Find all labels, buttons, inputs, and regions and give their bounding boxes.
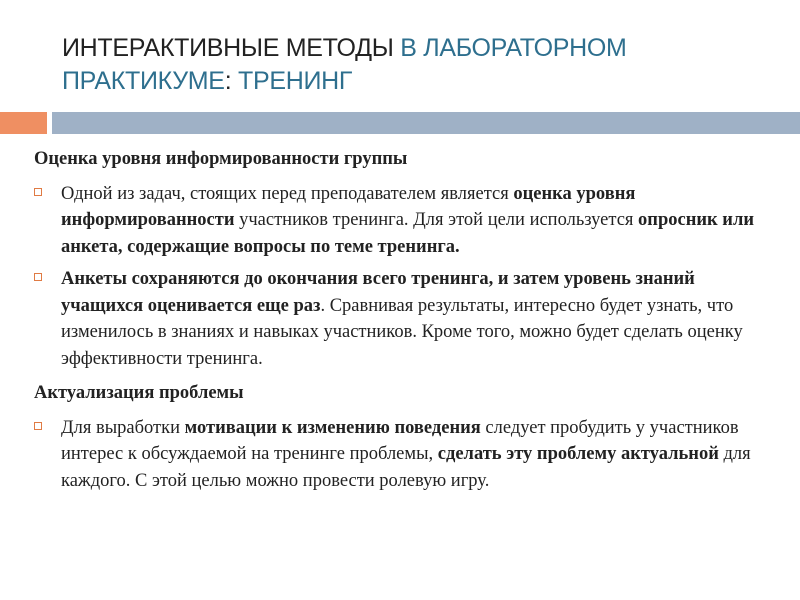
list-item (34, 415, 764, 495)
text-run: . Сравнивая результаты, интересно будет узнать, что изменилось в знаниях и навыках участников. Кроме того, можно будет сделать оценку эффективности тренинга. (61, 295, 743, 369)
square-bullet-icon (34, 273, 42, 281)
section-heading-assessment: Оценка уровня информированности группы (34, 149, 408, 169)
title-line1-accent: В ЛАБОРАТОРНОМ (400, 34, 627, 62)
decor-bar-left (0, 112, 47, 134)
title-line2-plain: : (224, 67, 238, 95)
text-run: следует пробудить у участников интерес к обсуждаемой на тренинге проблемы, (61, 417, 739, 464)
list-item (34, 266, 764, 372)
text-run-bold: сделать эту проблему актуальной (437, 444, 719, 464)
section-heading-actualization: Актуализация проблемы (34, 383, 244, 403)
title-line2-accent-b: ТРЕНИНГ (237, 67, 353, 95)
slide-title (62, 32, 762, 98)
text-run-bold: Анкеты сохраняются до окончания всего тренинга, и затем уровень знаний учащихся оценивается еще раз (61, 269, 695, 316)
slide-content (34, 146, 764, 500)
text-run-bold: оценка уровня информированности (61, 183, 636, 230)
text-run: для каждого. С этой целью можно провести ролевую игру. (61, 444, 751, 491)
title-line2-accent-a: ПРАКТИКУМЕ (62, 67, 225, 95)
square-bullet-icon (34, 188, 42, 196)
title-line1-plain: ИНТЕРАКТИВНЫЕ МЕТОДЫ (62, 34, 401, 62)
text-run-bold: опросник или анкета, содержащие вопросы по теме тренинга. (61, 210, 755, 257)
decor-bar-right (52, 112, 800, 134)
text-run: Одной из задач, стоящих перед преподавателем является (61, 183, 514, 204)
text-run-bold: мотивации к изменению поведения (184, 417, 481, 438)
square-bullet-icon (34, 422, 42, 430)
text-run: Для выработки (61, 417, 185, 438)
text-run: участников тренинга. Для этой цели используется (234, 210, 639, 230)
list-item (34, 181, 764, 261)
